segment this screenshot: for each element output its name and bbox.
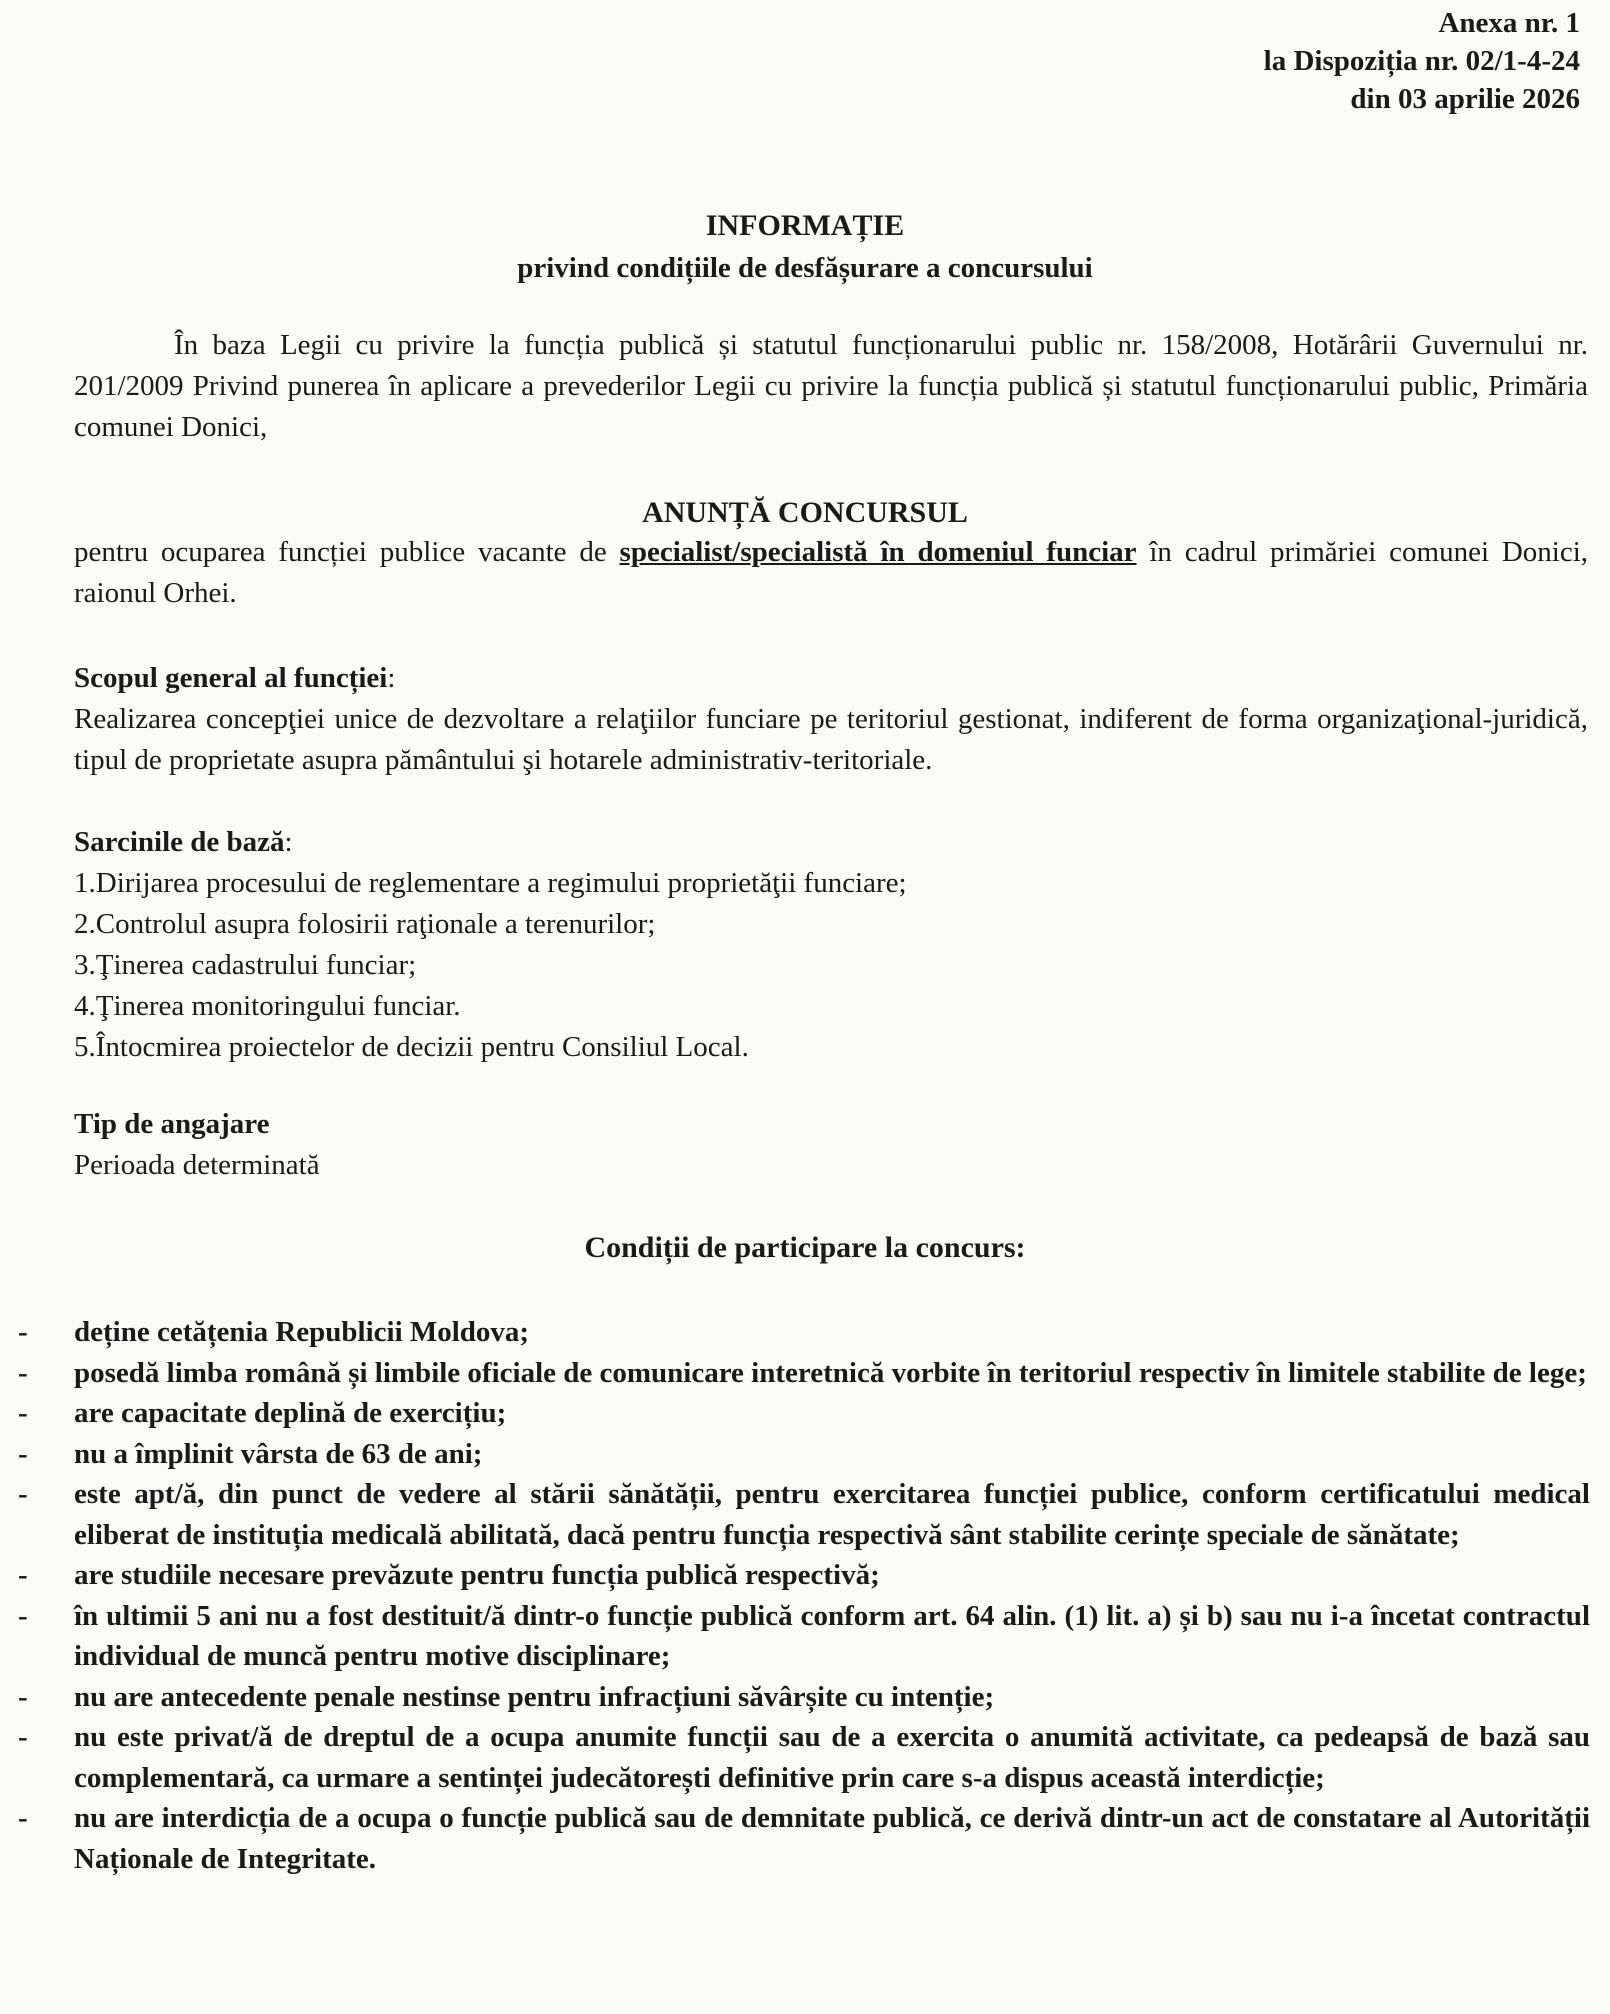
employment-value: Perioada determinată — [74, 1149, 320, 1181]
task-item: 1.Dirijarea procesului de reglementare a regimului proprietăţii funciare; — [74, 867, 907, 899]
condition-text: nu are interdicția de a ocupa o funcție publică sau de demnitate publică, ce derivă dintr-un act de constatare al Autorității Naționale de Integritate. — [74, 1802, 1590, 1875]
bullet-dash: - — [18, 1721, 28, 1753]
employment-section — [74, 1104, 1588, 1186]
bullet-dash: - — [18, 1559, 28, 1591]
scope-heading-colon: : — [387, 662, 396, 694]
condition-text: are studiile necesare prevăzute pentru funcția publică respectivă; — [74, 1559, 880, 1591]
condition-item — [0, 1677, 1590, 1718]
bullet-dash: - — [18, 1680, 28, 1713]
condition-item — [0, 1555, 1590, 1596]
announcement-text — [74, 532, 1588, 614]
document-title: INFORMAȚIE — [705, 209, 905, 242]
conditions-list — [0, 1312, 1590, 1879]
scope-heading: Scopul general al funcției — [74, 662, 388, 694]
bullet-dash: - — [18, 1437, 28, 1470]
task-item: 4.Ţinerea monitoringului funciar. — [74, 990, 461, 1022]
bullet-dash: - — [18, 1356, 28, 1389]
condition-text: are capacitate deplină de exercițiu; — [74, 1397, 507, 1429]
annex-reference — [1264, 4, 1580, 118]
employment-heading: Tip de angajare — [74, 1108, 270, 1140]
condition-item — [0, 1353, 1590, 1394]
task-item: 2.Controlul asupra folosirii raţionale a terenurilor; — [74, 908, 656, 940]
condition-text: nu a împlinit vârsta de 63 de ani; — [74, 1437, 483, 1470]
condition-item — [0, 1434, 1590, 1475]
announcement-text-before: pentru ocuparea funcției publice vacante de — [74, 536, 620, 568]
intro-paragraph: În baza Legii cu privire la funcția publică și statutul funcționarului public nr. 158/2008, Hotărârii Guvernului nr. 201/2009 Privind punerea în aplicare a prevederilor Legii cu privire la funcția publică și statutul funcționarului public, Primăria comunei Donici, — [74, 329, 1588, 443]
condition-text: nu este privat/ă de dreptul de a ocupa anumite funcții sau de a exercita o anumită activitate, ca pedeapsă de bază sau complementară, ca urmare a sentinței judecătorești definitive prin care s-a dispus această interdicție; — [74, 1721, 1590, 1794]
condition-item — [0, 1798, 1590, 1879]
condition-item — [0, 1393, 1590, 1434]
condition-text: posedă limba română și limbile oficiale de comunicare interetnică vorbite în teritoriul respectiv în limitele stabilite de lege; — [74, 1356, 1587, 1389]
tasks-heading-line — [74, 822, 1588, 863]
condition-text: este apt/ă, din punct de vedere al stării sănătății, pentru exercitarea funcției publice, conform certificatului medical eliberat de instituția medicală abilitată, dacă pentru funcția respectivă sânt stabilite cerințe speciale de sănătate; — [74, 1478, 1590, 1551]
announcement-text-after: în cadrul primăriei comunei Donici, raionul Orhei. — [74, 536, 1589, 609]
condition-text: în ultimii 5 ani nu a fost destituit/ă dintr-o funcție publică conform art. 64 alin. (1) lit. a) și b) sau nu i-a încetat contractul individual de muncă pentru motive disciplinare; — [74, 1599, 1590, 1672]
scope-text: Realizarea concepţiei unice de dezvoltare a relaţiilor funciare pe teritoriul gestionat, indiferent de forma organizaţional-juridică, tipul de proprietate asupra pământului şi hotarele administrativ-teritoriale. — [74, 703, 1588, 776]
announcement-title: ANUNȚĂ CONCURSUL — [642, 496, 968, 529]
bullet-dash: - — [18, 1316, 28, 1348]
condition-item — [0, 1474, 1590, 1555]
scope-heading-line — [74, 658, 1588, 699]
annex-number: Anexa nr. 1 — [1438, 7, 1580, 39]
tasks-section — [74, 822, 1588, 1068]
bullet-dash: - — [18, 1397, 28, 1429]
condition-item — [0, 1717, 1590, 1798]
scope-section — [74, 658, 1588, 781]
condition-item — [0, 1596, 1590, 1677]
condition-item — [0, 1312, 1590, 1353]
condition-text: nu are antecedente penale nestinse pentru infracțiuni săvârșite cu intenție; — [74, 1680, 995, 1713]
conditions-title: Condiții de participare la concurs: — [584, 1231, 1026, 1264]
bullet-dash: - — [18, 1478, 28, 1510]
bullet-dash: - — [18, 1599, 28, 1632]
task-item: 5.Întocmirea proiectelor de decizii pentru Consiliul Local. — [74, 1031, 749, 1063]
annex-date: din 03 aprilie 2026 — [1350, 83, 1580, 115]
tasks-heading: Sarcinile de bază — [74, 826, 285, 858]
annex-disposition: la Dispoziția nr. 02/1-4-24 — [1263, 45, 1580, 77]
tasks-heading-colon: : — [284, 826, 293, 858]
task-item: 3.Ţinerea cadastrului funciar; — [74, 949, 417, 981]
bullet-dash: - — [18, 1802, 28, 1834]
condition-text: deține cetățenia Republicii Moldova; — [74, 1316, 530, 1348]
job-position: specialist/specialistă în domeniul funciar — [619, 536, 1137, 568]
document-subtitle: privind condițiile de desfășurare a concursului — [517, 252, 1093, 284]
